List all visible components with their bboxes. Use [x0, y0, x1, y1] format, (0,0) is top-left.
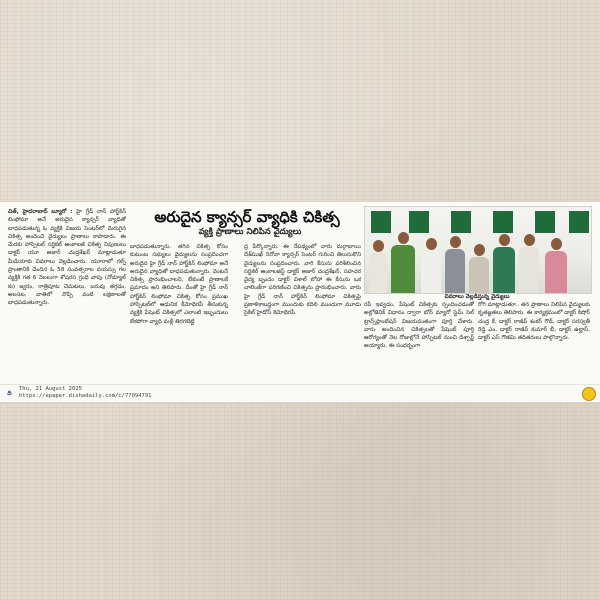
person-figure: [519, 234, 539, 293]
person-figure: [391, 232, 415, 293]
article-dateline: చిత్, హైదరాబాద్ బ్యూరో :: [8, 209, 73, 215]
doctors-group-photo: [364, 206, 592, 294]
article-headline: అరుదైన క్యాన్సర్ వ్యాధికి చికిత్స: [154, 208, 340, 226]
column-1-text: హై గ్రేడ్ నాన్ హార్జ్‌కిన్ లింఫోమా అనే అరుదైన క్యాన్సర్ వ్యాధితో బాధపడుతున్న ఓ వ్యక్తికి విజయ సెంటర్‌లో మెరుగైన చికిత్స అందించి వైద్యులు ప్రాణాలు కాపాడారు. ఈ మేరకు హాస్పిటల్ సర్జికల్ ఆంకాలజీ చికిత్స నిపుణులు డాక్టర్ యూ అజార్ చంద్రశేఖర్ మాట్లాడుతూ మీడియాకు వివరాలు వెల్లడించారు. యూరాలో గల్ఫ్ ప్రాంతానికి చెందిన ఓ 58 సంవత్సరాల వయస్సు గల వ్యక్తికి గత 6 నెలలుగా శోషరస గ్రంధి వాపు (నోడ్యూల్ కు) జ్వరం, రాత్రిపూట చెమటలు, బరువు తగ్గడం, అలసట, వాతిలో నొప్పి వంటి లక్షణాలతో బాధపడుతున్నారు.: [8, 209, 126, 307]
person-figure: [445, 236, 465, 293]
footer-date: Thu, 21 August 2025: [19, 386, 82, 392]
newspaper-clipping: [0, 201, 600, 403]
column-3-text: ద్ర పేర్కొన్నారు. ఈ నేపథ్యంలో వారు దుర్గాబాయి దేశ్‌ముఖ్ రెనోవా క్యాన్సర్ సెంటర్ గురించి తెలుసుకొని వైద్యులను సంప్రదించారు. వారి కేసును పరిశీలించిన సర్జికల్ ఆంకాలజిస్ట్ డాక్టర్ అజార్ చంద్రశేఖర్, సహచర వైద్య బృందం డాక్టర్ విశాల్ లోహా ఈ కేసును ఒక చాలెంజ్‌గా పరిగణించి చికిత్సను ప్రారంభించారు. వారు హై గ్రేడ్ నాన్ హార్జ్‌కిన్ లింఫోమా చికిత్సపై ప్రణాళికాబద్ధంగా ముందుకు కదిలి ముందుగా మూడు సైకిల్ హైడోస్ కెమోథెరపీ: [244, 244, 361, 317]
column-2-text: బాధపడుతున్నారు. తగిన చికిత్స కోసం కుటుంబ సభ్యులు వైద్యులను సంప్రదించగా అరుదైన హై గ్రేడ్ నాన్ హార్జ్‌కిన్ లింఫోమా అనే అరుదైన వ్యాధితో బాధపడుతున్నారు. వెంటనే చికిత్స ప్రారంభించాలని, లేకుంటే ప్రాణాలకే ప్రమాదం అని తెలిపారు. దీంతో హై గ్రేడ్ నాన్ హార్జ్‌కిన్ లింఫోమా చికిత్స కోసం ప్రముఖ హాస్పిటల్‌లో ఆధునిక కీమోథెరపీ తీసుకున్న వ్యక్తికి పేషెంట్ చికిత్సలో ఎలాంటి ఇబ్బందులు లేకపోగా వ్యాధి మళ్లీ తిరగబెట్టి: [130, 244, 228, 325]
article-column-5: [478, 301, 590, 342]
article-column-2: [130, 243, 228, 326]
article-column-1: [8, 208, 126, 308]
photo-caption: వివరాలు వెల్లడిస్తున్న వైద్యులు: [444, 294, 510, 300]
person-figure: [545, 238, 567, 293]
epaper-footer: [0, 384, 600, 402]
footer-url[interactable]: https://epaper.dishadaily.com/c/77094791: [19, 393, 152, 399]
person-figure: [421, 238, 441, 293]
column-4-text: రపీ ఇవ్వడం, పేషెంట్ చికిత్సకు స్పందించడంతో అల్లోజెనిక్ విధానం ద్వారా బోన్ మ్యారో స్టెమ్ సెల్ ట్రాన్స్‌ప్లాంటేషన్ విజయవంతంగా పూర్తి చేశారు. వారు అందించిన చికిత్సలతో పేషెంట్ పూర్తి ఆరోగ్యంతో నెల రోజుల్లోనే హాస్పిటల్ నుంచి డిశ్చార్జ్ అయ్యారు. ఈ సందర్భంగా: [364, 302, 474, 350]
badge-icon: [582, 387, 596, 401]
article-subheadline: వ్యక్తి ప్రాణాలు నిలిపిన వైద్యులు: [198, 227, 302, 237]
person-figure: [369, 240, 387, 293]
person-figure: [469, 244, 489, 293]
column-5-text: రోగి మాట్లాడుతూ.. తన ప్రాణాలు నిలిపిన వైద్యులకు కృతజ్ఞతలు తెలిపారు. ఈ కార్యక్రమంలో డాక్టర్ కిషోర్ చంద్ర కే, డాక్టర్ రాజీవ్ శంకర్ గౌడ్, డాక్టర్ సరస్వతీ రెడ్డి ఎం, డాక్టర్ రాజీవ్ కుమార్ బీ, డాక్టర్ ఉల్హాస్, డాక్టర్ ఎస్ గౌతమి తదితరులు పాల్గొన్నారు.: [478, 302, 590, 342]
person-figure: [493, 234, 515, 293]
article-column-3: [244, 243, 361, 318]
disha-logo-icon: ది: [7, 390, 12, 397]
article-column-4: [364, 301, 474, 351]
